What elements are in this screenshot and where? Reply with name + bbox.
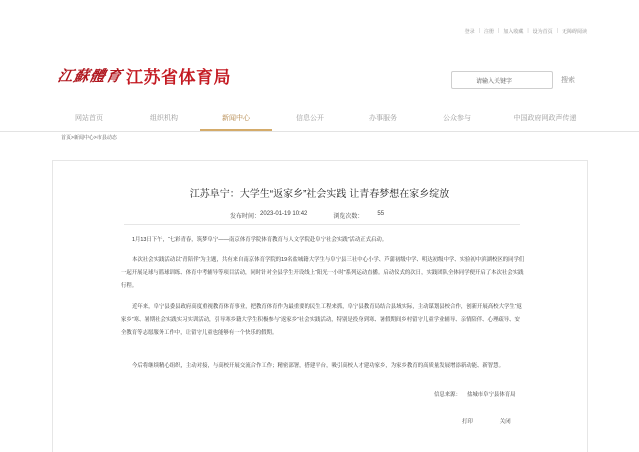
- site-logo[interactable]: [55, 63, 232, 88]
- nav-item-news-center[interactable]: 新闻中心: [222, 115, 250, 122]
- login-link[interactable]: 登录: [464, 29, 475, 35]
- source-label: 信息来源：: [434, 392, 461, 398]
- article-paragraph: [121, 234, 525, 247]
- source-value: 盐城市阜宁县体育局: [466, 392, 516, 398]
- nav-active-indicator: [200, 129, 272, 131]
- breadcrumb[interactable]: 首页>新闻中心>市县动态: [61, 135, 117, 141]
- main-nav: [0, 108, 639, 132]
- nav-item-organization[interactable]: 组织机构: [150, 115, 178, 122]
- article-meta: [230, 211, 384, 220]
- paragraph-text: 1月13日下午，“七彩青春，筑梦阜宁——南京体育学院体育教育与人文学院赴阜宁社会实践”活动正式启动。: [132, 237, 388, 243]
- add-favorite-link[interactable]: 加入收藏: [503, 29, 524, 35]
- article-title: 江苏阜宁：大学生“返家乡”社会实践 让青春梦想在家乡绽放: [189, 189, 450, 200]
- article-source: [434, 390, 516, 398]
- search-input-text: 请输入关键字: [476, 78, 513, 85]
- register-link[interactable]: 注册: [484, 29, 495, 35]
- nav-item-public-participation[interactable]: 公众参与: [443, 115, 471, 122]
- set-homepage-link[interactable]: 设为首页: [532, 29, 553, 35]
- nav-item-gov-portal[interactable]: 中国政府网政声传递: [513, 115, 577, 122]
- meta-spacer: [307, 211, 333, 220]
- separator: |: [478, 28, 480, 34]
- nav-item-home[interactable]: 网站首页: [75, 115, 103, 122]
- search-button[interactable]: 搜索: [561, 77, 575, 84]
- article-actions: [462, 417, 511, 425]
- publish-time: 2023-01-19 10:42: [260, 211, 308, 217]
- accessibility-link[interactable]: 无障碍阅读: [561, 29, 587, 35]
- nav-item-services[interactable]: 办事服务: [369, 115, 397, 122]
- meta-divider: [124, 224, 520, 225]
- search-input[interactable]: [451, 71, 553, 89]
- views-count: 55: [377, 211, 385, 217]
- paragraph-text: 近年来，阜宁县委县政府高度重视教育体育事业，把教育体育作为最重要的民生工程来抓，阜宁县教育局结合县域实际，主动谋划县校合作，创新开展高校大学生“返家乡”寒、暑期社会实践实习实训活动，引导寒乡籍大学生积极参与“返家乡”社会实践活动，特别是投身到寒、暑假期间乡村留守儿童学业辅导、亲情陪伴、心理疏导、安全教育等志愿服务工作中，让留守儿童也能够有一个快乐的假期。: [121, 304, 522, 336]
- close-button[interactable]: 关闭: [499, 419, 511, 425]
- separator: |: [556, 28, 558, 34]
- article-paragraph: [121, 360, 525, 373]
- paragraph-text: 本次社会实践活动以“青陪伴”为主题，共有来自南京体育学院的19名盐城籍大学生与阜宁县三社中心小学、芦蒲初级中学、明达初级中学、实验初中滨湖校区的同学们一起开展足球与篮球训练、体育中考辅导等项目活动，同时针对全县学生开设线上“阳光一小时”系列运动直播。启动仪式的次日，实践团队全体同学便开启了本次社会实践行程。: [121, 257, 525, 289]
- separator: |: [527, 28, 529, 34]
- logo-title: 江苏省体育局: [126, 68, 232, 87]
- top-links: [465, 28, 587, 35]
- print-button[interactable]: 打印: [462, 419, 473, 425]
- logo-calligraphy: 江蘇體育: [55, 67, 124, 85]
- article-paragraph: [121, 254, 525, 293]
- nav-item-info-disclosure[interactable]: 信息公开: [296, 115, 324, 122]
- views-label: 浏览次数：: [333, 214, 364, 220]
- publish-label: 发布时间：: [230, 214, 261, 220]
- paragraph-text: 今后将继续精心组织，主动对接，与高校开展交流合作工作；精密部署，搭建平台，吸引高校人才建功家乡，为家乡教育的高质量发展增添新动能、新智慧。: [132, 363, 504, 369]
- meta-spacer: [363, 211, 377, 220]
- article-paragraph: [121, 301, 525, 340]
- separator: |: [498, 28, 500, 34]
